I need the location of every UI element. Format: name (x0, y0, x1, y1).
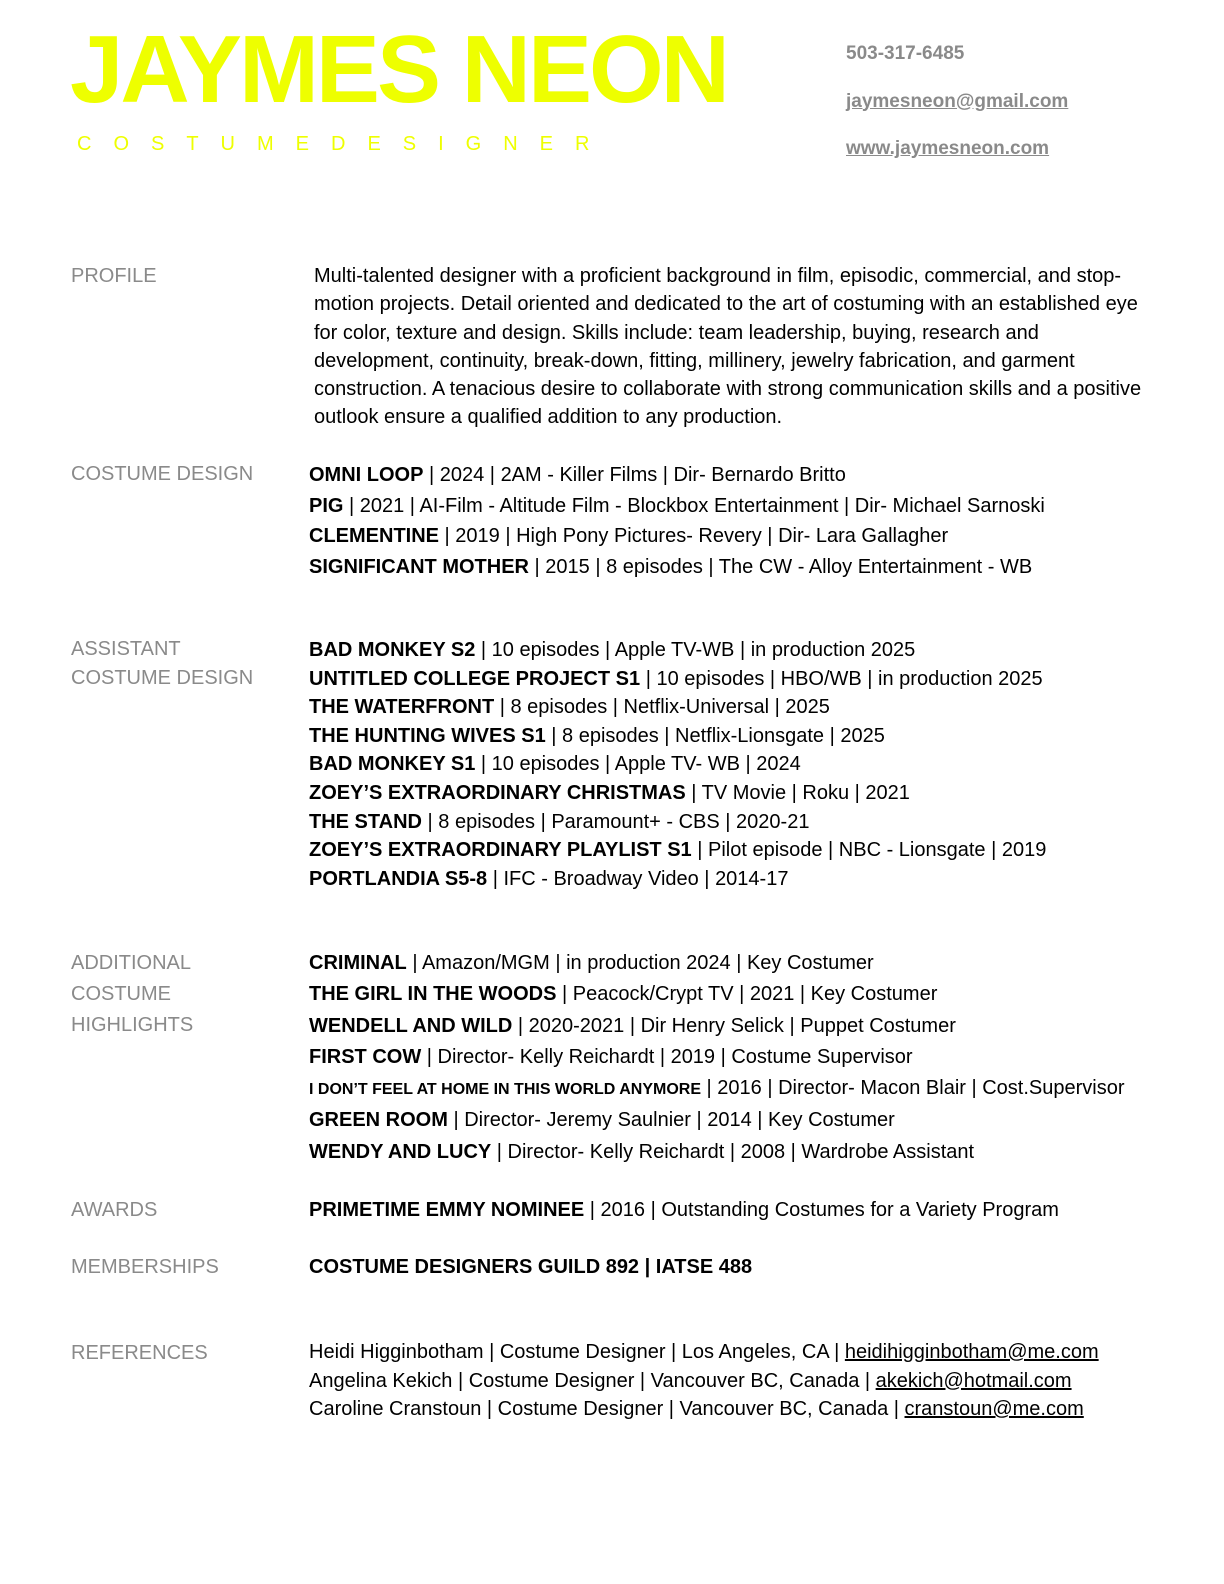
assistant-costume-design-list (309, 636, 1046, 893)
phone-number: 503-317-6485 (846, 43, 965, 64)
contact-block (846, 44, 1068, 187)
additional-highlights-list (309, 948, 1125, 1168)
section-label-additional-highlights: ADDITIONAL COSTUME HIGHLIGHTS (71, 952, 194, 1036)
reference-email-link[interactable]: akekich@hotmail.com (875, 1369, 1072, 1392)
list-item: BAD MONKEY S2 | 10 episodes | Apple TV-WB | in production 2025 (309, 639, 916, 661)
costume-design-list (309, 460, 1045, 582)
section-label-awards: AWARDS (71, 1199, 158, 1221)
section-label-costume-design: COSTUME DESIGN (71, 463, 254, 485)
list-item: Angelina Kekich | Costume Designer | Vancouver BC, Canada | akekich@hotmail.com (309, 1369, 1072, 1392)
list-item: Heidi Higginbotham | Costume Designer | Los Angeles, CA | heidihigginbotham@me.com (309, 1341, 1099, 1363)
list-item: ZOEY’S EXTRAORDINARY CHRISTMAS | TV Movie | Roku | 2021 (309, 781, 910, 804)
website-link[interactable]: www.jaymesneon.com (846, 138, 1050, 159)
list-item: OMNI LOOP | 2024 | 2AM - Killer Films | Dir- Bernardo Britto (309, 464, 846, 486)
list-item: BAD MONKEY S1 | 10 episodes | Apple TV- WB | 2024 (309, 753, 801, 776)
list-item: Caroline Cranstoun | Costume Designer | Vancouver BC, Canada | cranstoun@me.com (309, 1398, 1084, 1421)
list-item: GREEN ROOM | Director- Jeremy Saulnier | 2014 | Key Costumer (309, 1109, 895, 1132)
reference-email-link[interactable]: heidihigginbotham@me.com (844, 1341, 1099, 1363)
list-item: UNTITLED COLLEGE PROJECT S1 | 10 episodes | HBO/WB | in production 2025 (309, 667, 1043, 690)
section-label-memberships: MEMBERSHIPS (71, 1256, 219, 1278)
list-item: THE STAND | 8 episodes | Paramount+ - CBS | 2020-21 (309, 810, 810, 833)
section-label-profile: PROFILE (71, 265, 157, 287)
list-item: THE HUNTING WIVES S1 | 8 episodes | Netflix-Lionsgate | 2025 (309, 724, 885, 747)
list-item: PIG | 2021 | AI-Film - Altitude Film - Blockbox Entertainment | Dir- Michael Sarnoski (309, 494, 1045, 517)
reference-email-link[interactable]: cranstoun@me.com (904, 1398, 1084, 1421)
resume-subtitle: COSTUMEDESIGNER (77, 133, 612, 155)
list-item: THE WATERFRONT | 8 episodes | Netflix-Universal | 2025 (309, 696, 830, 719)
list-item: THE GIRL IN THE WOODS | Peacock/Crypt TV | 2021 | Key Costumer (309, 983, 938, 1006)
resume-name: JAYMES NEON (70, 16, 727, 123)
list-item: SIGNIFICANT MOTHER | 2015 | 8 episodes | The CW - Alloy Entertainment - WB (309, 555, 1033, 578)
section-label-references: REFERENCES (71, 1342, 208, 1364)
list-item: ZOEY’S EXTRAORDINARY PLAYLIST S1 | Pilot episode | NBC - Lionsgate | 2019 (309, 839, 1047, 862)
profile-text: Multi-talented designer with a proficient background in film, episodic, commercial, and stop-motion projects. Detail oriented and dedicated to the art of costuming with an established eye for color, texture and design. Skills include: team leadership, buying, research and development, continuity, break-down, fitting, millinery, jewelry fabrication, and garment construction. A tenacious desire to collaborate with strong communication skills and a positive outlook ensure a qualified addition to any production. (314, 265, 1142, 429)
awards-entry: PRIMETIME EMMY NOMINEE | 2016 | Outstanding Costumes for a Variety Program (309, 1199, 1059, 1221)
memberships-entry: COSTUME DESIGNERS GUILD 892 | IATSE 488 (309, 1256, 753, 1278)
list-item: I DON’T FEEL AT HOME IN THIS WORLD ANYMORE | 2016 | Director- Macon Blair | Cost.Supervisor (309, 1077, 1125, 1100)
list-item: WENDELL AND WILD | 2020-2021 | Dir Henry Selick | Puppet Costumer (309, 1014, 956, 1037)
references-list (309, 1338, 1099, 1424)
section-label-assistant-costume-design: ASSISTANT COSTUME DESIGN (71, 638, 254, 689)
list-item: CRIMINAL | Amazon/MGM | in production 2024 | Key Costumer (309, 952, 874, 974)
list-item: CLEMENTINE | 2019 | High Pony Pictures- Revery | Dir- Lara Gallagher (309, 525, 949, 547)
email-link[interactable]: jaymesneon@gmail.com (846, 90, 1069, 112)
list-item: WENDY AND LUCY | Director- Kelly Reichardt | 2008 | Wardrobe Assistant (309, 1140, 975, 1163)
list-item: PORTLANDIA S5-8 | IFC - Broadway Video | 2014-17 (309, 867, 789, 890)
list-item: FIRST COW | Director- Kelly Reichardt | 2019 | Costume Supervisor (309, 1045, 913, 1068)
